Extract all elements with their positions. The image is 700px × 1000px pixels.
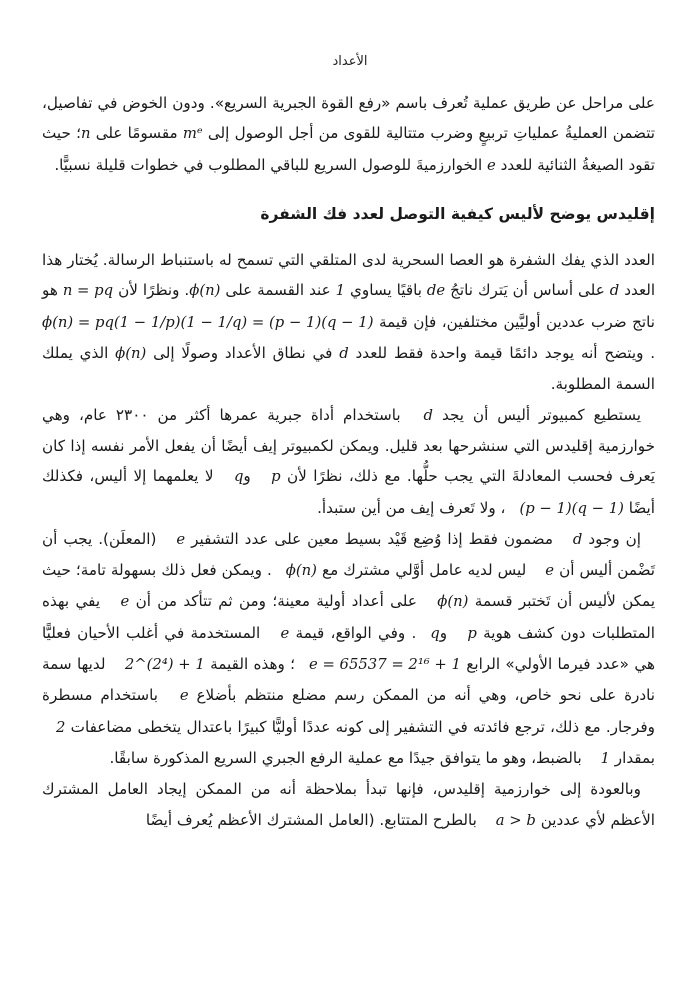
math-fermat-e: e = 65537 = 2¹⁶ + 1	[308, 656, 461, 674]
paragraph-1	[42, 88, 655, 181]
para2-text-1: العدد الذي يفك الشفرة هو العصا السحرية لدى المتلقي التي تسمح له باستنباط الرسالة. يُختار هذا العدد	[42, 251, 656, 300]
para4-text-7: يفي بهذه المتطلبات دون كشف هوية	[42, 592, 656, 642]
section-heading: إقليدس يوضح لأليس كيفية التوصل لعدد فك الشفرة	[260, 204, 655, 223]
para5-text-2: بالطرح المتتابع. (العامل المشترك الأعظم يُعرف أيضًا	[145, 810, 477, 829]
paragraph-2	[42, 245, 655, 399]
para4-text-8: و	[439, 623, 448, 642]
para2-text-6: هو ناتج ضرب عددين أوليَّين مختلفين، فإن قيمة	[42, 281, 655, 331]
para2-text-9: الذي يملك السمة المطلوبة.	[42, 344, 655, 394]
para3-text-3: و	[243, 467, 251, 486]
math-e: e	[545, 562, 555, 580]
body-text	[42, 88, 655, 836]
math-fermat-general: 2^(2⁴) + 1	[124, 656, 205, 674]
para1-text-2: مقسومًا على	[95, 124, 178, 143]
paragraph-5	[42, 774, 655, 836]
para3-text-4: لا يعلمهما إلا أليس، فكذلك أيضًا	[42, 467, 655, 517]
math-q: q	[430, 624, 440, 642]
math-d: d	[339, 345, 349, 363]
para4-text-9: . وفي الواقع، قيمة	[295, 623, 417, 642]
math-e: e	[487, 156, 496, 174]
math-d: d	[572, 530, 583, 548]
para4-text-12: لديها سمة نادرة على نحو خاص، وهي أنه من الممكن رسم مضلع منتظم بأضلاع	[42, 655, 656, 705]
math-de: de	[426, 282, 446, 300]
para1-text-4: الخوارزميةَ للوصول السريع للباقي المطلوب في خطوات قليلة نسبيًّا.	[54, 155, 483, 174]
math-d: d	[423, 406, 434, 424]
para4-text-13: باستخدام مسطرة وفرجار. مع ذلك، ترجع فائدته في التشفير إلى كونه عددًا أوليًّا كبيرًا باعتدال يتخطى مضاعفات	[42, 686, 656, 736]
para3-text-2: باستخدام أداة جبرية عمرها أكثر من ٢٣٠٠ عام، وهي خوارزمية إقليدس التي سنشرحها بعد قليل. ويمكن لكمبيوتر إيف أيضًا أن يفعل الأمر نفسه إذا كان يَعرف فحسب المعادلةَ التي يجب حلُّها. مع ذلك، نظرًا لأن	[42, 405, 655, 486]
math-one: 1	[600, 749, 610, 767]
para3-text-1: يستطيع كمبيوتر أليس أن يجد	[441, 405, 642, 424]
para4-text-4: ليس لديه عامل أوَّلي مشترك مع	[322, 561, 527, 580]
math-p: p	[467, 624, 477, 642]
para4-text-11: ؛ وهذه القيمة	[210, 655, 295, 674]
math-q: q	[233, 468, 244, 486]
math-one: 1	[335, 282, 346, 300]
para2-text-7: . ويتضح أنه يوجد دائمًا قيمة واحدة فقط للعدد	[355, 344, 656, 363]
math-p: p	[271, 468, 281, 486]
para2-text-5: . ونظرًا لأن	[118, 281, 190, 300]
running-head: الأعداد	[332, 54, 368, 69]
para5-text-1: وبالعودة إلى خوارزمية إقليدس، فإنها تبدأ بملاحظة أنه من الممكن إيجاد العامل المشترك الأعظم لأي عددين	[42, 780, 655, 829]
para2-text-8: في نطاق الأعداد وصولًا إلى	[153, 344, 333, 363]
math-e: e	[120, 593, 130, 611]
math-n: n	[80, 125, 91, 143]
math-e: e	[280, 624, 290, 642]
para1-text-3: ؛ حيث تقود الصيغةُ الثنائية للعدد	[42, 124, 655, 174]
math-n-eq-pq: n = pq	[62, 282, 114, 300]
paragraph-3	[42, 400, 655, 524]
math-phi-n: ϕ(n)	[437, 593, 469, 611]
math-phi-formula: ϕ(n) = pq(1 − 1/p)(1 − 1/q) = (p − 1)(q − 1)	[42, 313, 374, 331]
para4-text-10: المستخدمة في أغلب الأحيان فعليًّا هي «عدد فيرما الأولي» الرابع	[42, 623, 656, 674]
para2-text-2: على أساس أن يَترك ناتجُ	[450, 281, 605, 300]
para2-text-3: باقيًا يساوي	[350, 281, 422, 300]
math-m-power-e: mᵉ	[182, 125, 203, 143]
math-pq-product: (p − 1)(q − 1)	[519, 499, 624, 517]
para4-text-15: بالضبط، وهو ما يتوافق جيدًا مع عملية الرفع الجبري السريع المذكورة سابقًا.	[109, 748, 582, 767]
para4-text-3: (المعلَن). يجب أن تَضْمن أليس أن	[42, 529, 656, 580]
para4-text-6: على أعداد أولية معينة؛ ومن ثم تتأكد من أن	[135, 592, 417, 611]
math-phi-n: ϕ(n)	[115, 345, 147, 363]
para4-text-5: . ويمكن فعل ذلك بسهولة تامة؛ حيث يمكن لأليس أن تَختبر قسمة	[42, 561, 656, 611]
math-phi-n: ϕ(n)	[189, 282, 221, 300]
para4-text-2: مضمون فقط إذا وُضِع قَيْد بسيط معين على عدد التشفير	[191, 529, 553, 548]
para4-text-14: بمقدار	[614, 748, 655, 767]
para3-text-5: ، ولا تَعرف إيف من أين ستبدأ.	[317, 498, 506, 517]
math-d: d	[609, 282, 620, 300]
math-a-gt-b: a > b	[495, 811, 536, 829]
math-e: e	[179, 687, 189, 705]
para2-text-4: عند القسمة على	[225, 281, 331, 300]
math-e: e	[176, 530, 186, 548]
para1-text-1: على مراحل عن طريق عملية تُعرف باسم «رفع القوة الجبرية السريع». ودون الخوض في تفاصيل، تتضمن العمليةُ عملياتِ تربيعٍ وضرب متتالية للقوى من أجل الوصول إلى	[42, 94, 656, 143]
math-two: 2	[56, 718, 66, 736]
paragraph-4	[42, 524, 655, 774]
para4-text-1: إن وجود	[588, 529, 642, 548]
math-phi-n: ϕ(n)	[285, 562, 317, 580]
